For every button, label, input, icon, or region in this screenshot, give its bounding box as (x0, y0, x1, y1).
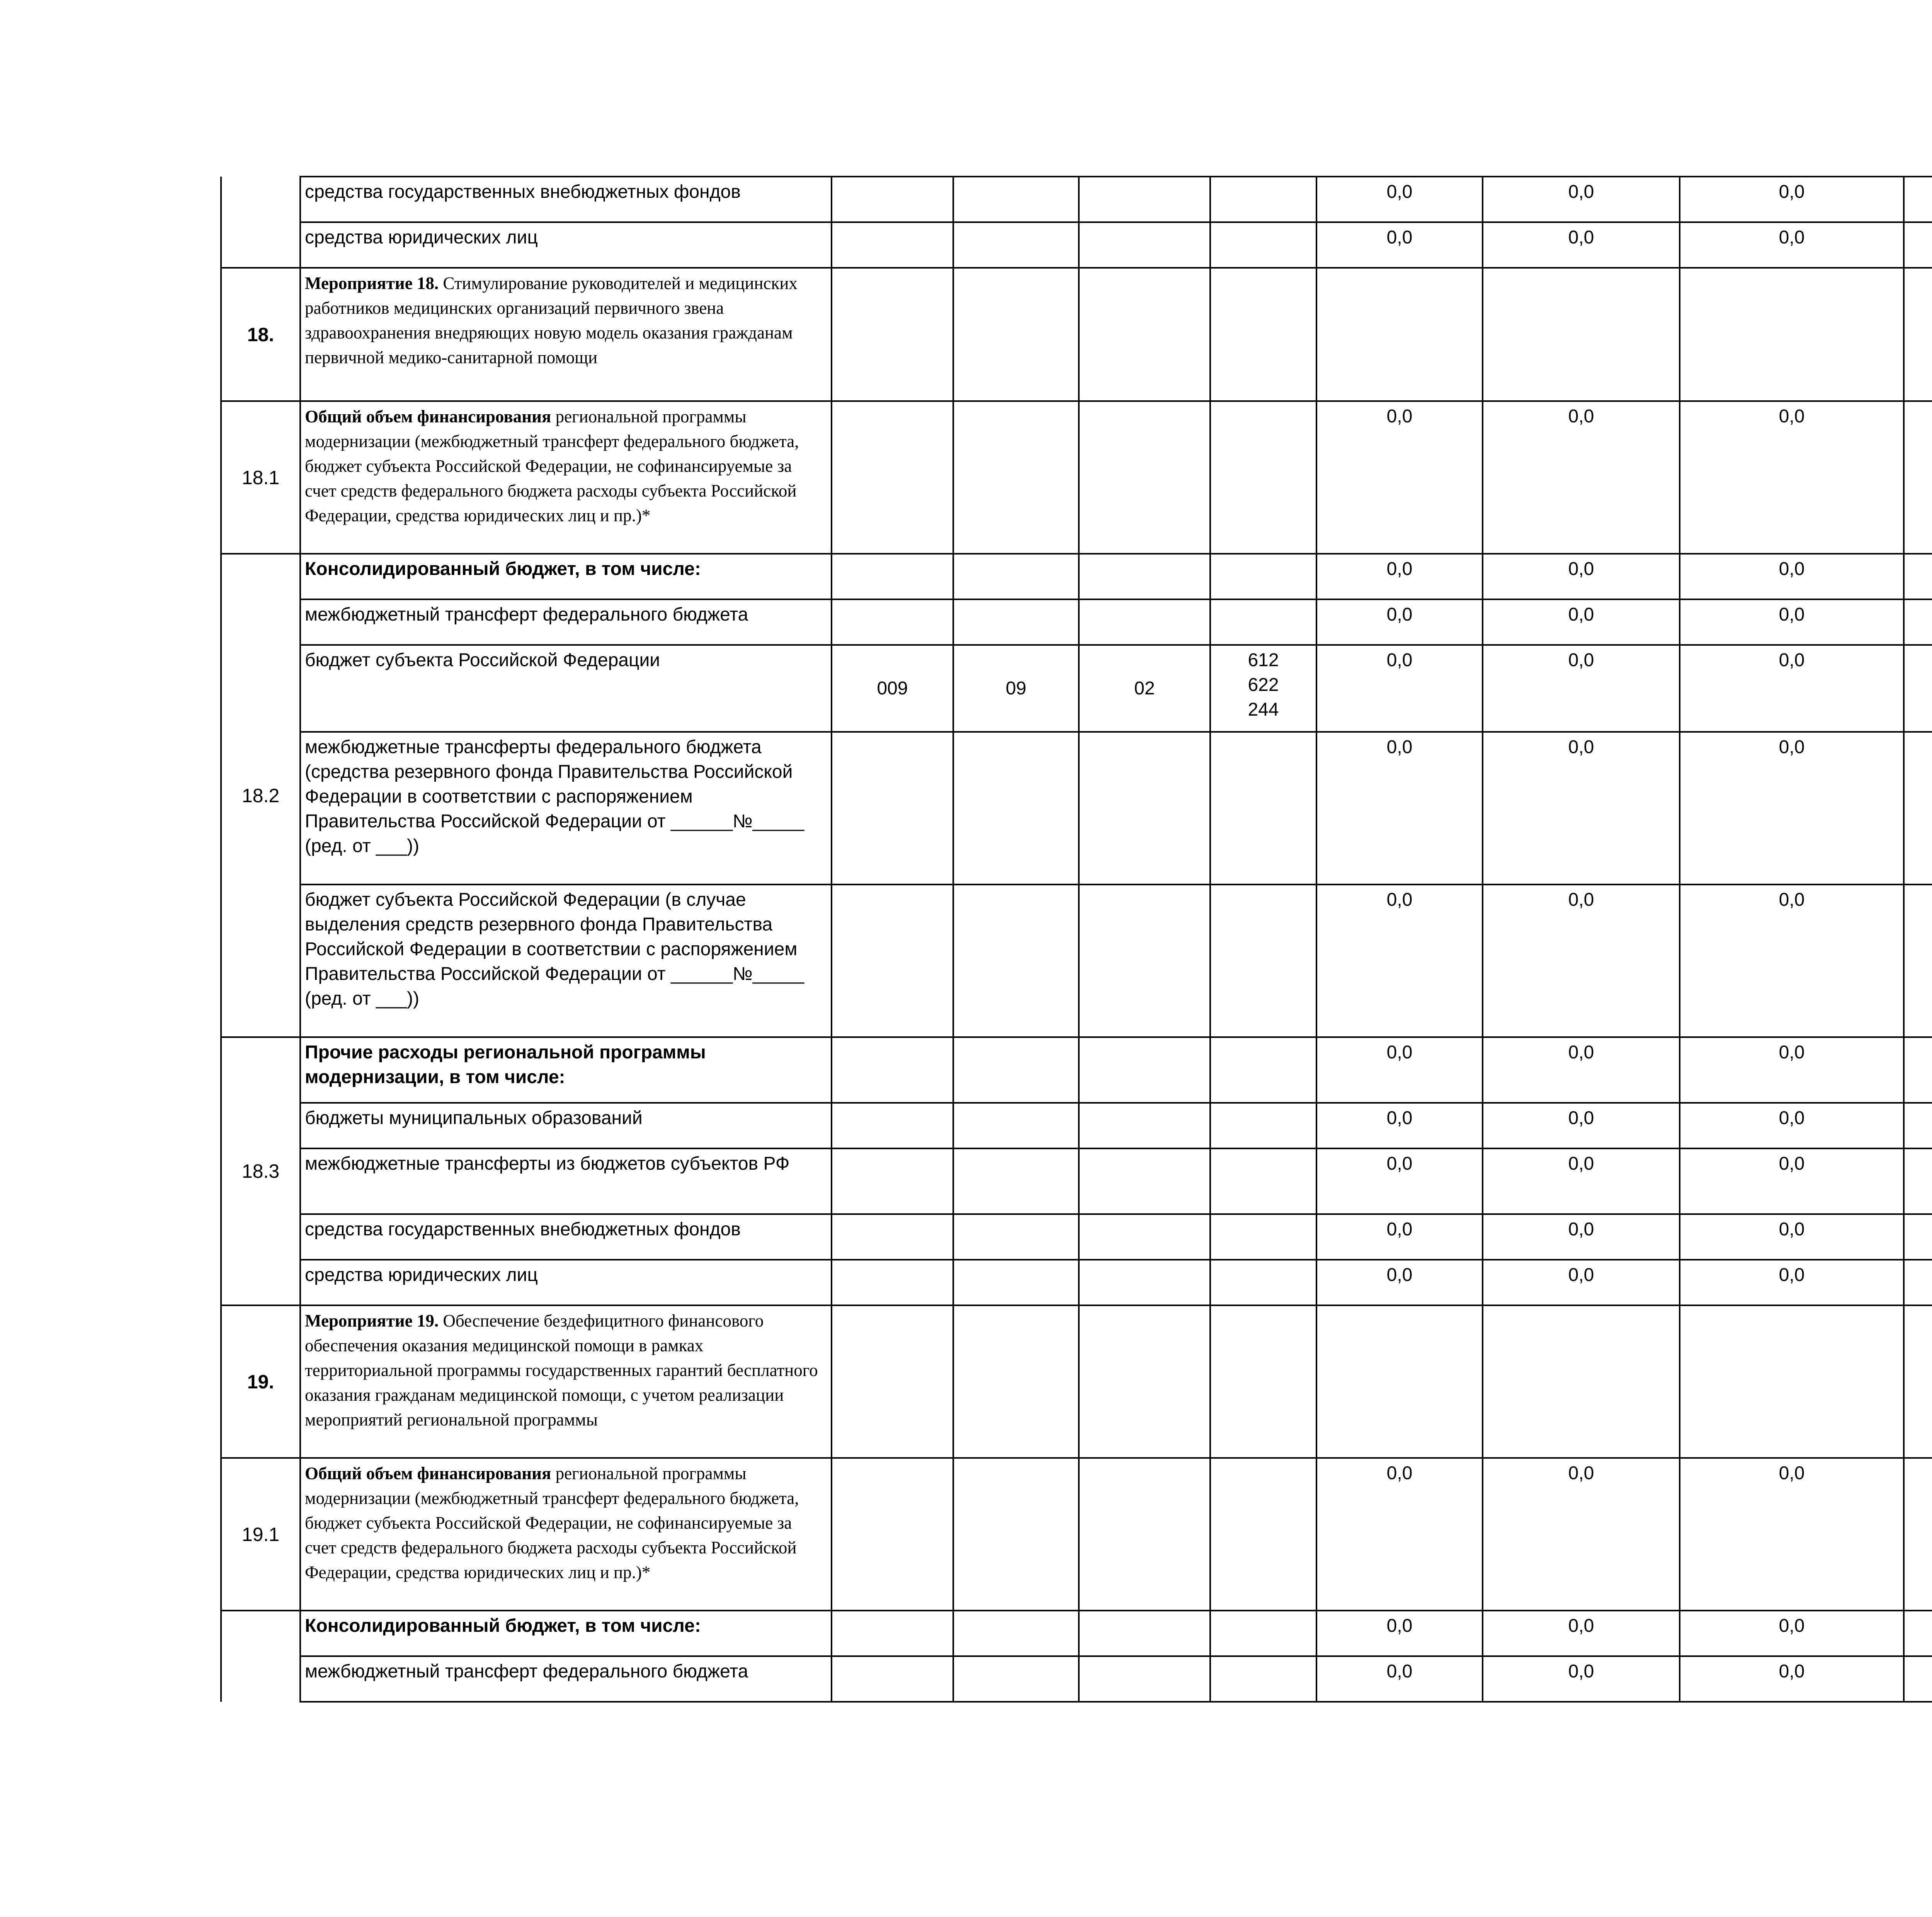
code-cell: 09 (953, 645, 1079, 732)
code-cell (832, 177, 953, 222)
value-cell: 0,0 (1680, 401, 1904, 554)
value-cell: 0,0 (1680, 177, 1904, 222)
value-cell: 0,0 (1483, 1458, 1680, 1611)
code-cell (953, 1656, 1079, 1702)
table-row (221, 885, 1932, 1037)
event-text: Обеспечение бездефицитного финансового обеспечения оказания медицинской помощи в рамках территориальной программы государственных гарантий бесплатного оказания гражданам медицинской помощи, с учетом реализации мероприятий региональной программы (305, 1311, 818, 1429)
code-cell (953, 401, 1079, 554)
row-description: Консолидированный бюджет, в том числе: (300, 554, 832, 599)
value-cell: 0,0 (1316, 1260, 1483, 1305)
table-row (221, 222, 1932, 268)
code-cell (1079, 1656, 1210, 1702)
row-description: Прочие расходы региональной программы модернизации, в том числе: (300, 1037, 832, 1103)
code-cell (1079, 1260, 1210, 1305)
code-value: 244 (1248, 699, 1279, 720)
value-cell: 0,0 (1680, 1103, 1904, 1148)
value-cell (1904, 1214, 1932, 1260)
table-row (221, 1458, 1932, 1611)
value-cell (1680, 268, 1904, 401)
code-cell (832, 222, 953, 268)
code-cell (1210, 1148, 1316, 1214)
value-cell (1904, 1148, 1932, 1214)
code-cell: 009 (832, 645, 953, 732)
value-cell: 0,0 (1680, 222, 1904, 268)
value-cell: 0,0 (1680, 1148, 1904, 1214)
code-cell (1210, 1214, 1316, 1260)
code-cell (832, 1214, 953, 1260)
value-cell: 0,0 (1483, 885, 1680, 1037)
value-cell: 0,0 (1483, 177, 1680, 222)
row-description: межбюджетный трансферт федерального бюджета (300, 1656, 832, 1702)
code-cell (1079, 1214, 1210, 1260)
row-description: межбюджетные трансферты из бюджетов субъектов РФ (300, 1148, 832, 1214)
code-cell (832, 1458, 953, 1611)
value-cell: 0,0 (1316, 1103, 1483, 1148)
value-cell: 0,0 (1483, 1037, 1680, 1103)
code-cell (1079, 177, 1210, 222)
value-cell (1904, 177, 1932, 222)
value-cell: 0,0 (1316, 222, 1483, 268)
value-cell: 0,0 (1316, 1148, 1483, 1214)
value-cell: 0,0 (1316, 1656, 1483, 1702)
value-cell: 0,0 (1483, 1214, 1680, 1260)
code-cell: 02 (1079, 645, 1210, 732)
value-cell (1904, 268, 1932, 401)
code-cell (1079, 1148, 1210, 1214)
code-cell (953, 268, 1079, 401)
table-row (221, 1103, 1932, 1148)
code-cell (953, 885, 1079, 1037)
code-cell (1210, 1458, 1316, 1611)
value-cell (1904, 401, 1932, 554)
code-cell (953, 177, 1079, 222)
code-cell (1079, 401, 1210, 554)
table-row (221, 1214, 1932, 1260)
value-cell: 0,0 (1680, 554, 1904, 599)
funding-title: Общий объем финансирования (305, 407, 551, 426)
code-cell (1210, 222, 1316, 268)
code-cell (1210, 268, 1316, 401)
row-description: средства юридических лиц (300, 222, 832, 268)
value-cell: 0,0 (1680, 1214, 1904, 1260)
value-cell (1904, 1458, 1932, 1611)
row-number-cell: 18.3 (221, 1037, 300, 1305)
table-row (221, 732, 1932, 885)
value-cell: 0,0 (1680, 645, 1904, 732)
code-cell (832, 401, 953, 554)
value-cell: 0,0 (1483, 1260, 1680, 1305)
code-cell (953, 1037, 1079, 1103)
value-cell: 0,0 (1316, 1037, 1483, 1103)
code-cell (832, 268, 953, 401)
table-row (221, 1611, 1932, 1656)
code-cell (832, 1611, 953, 1656)
row-description (300, 401, 832, 554)
row-description: бюджет субъекта Российской Федерации (300, 645, 832, 732)
code-cell (953, 222, 1079, 268)
value-cell: 0,0 (1316, 885, 1483, 1037)
value-cell (1680, 1305, 1904, 1458)
value-cell (1904, 1305, 1932, 1458)
code-cell (832, 1103, 953, 1148)
value-cell: 0,0 (1483, 1611, 1680, 1656)
code-cell (1210, 645, 1316, 732)
value-cell (1316, 268, 1483, 401)
code-cell (832, 1037, 953, 1103)
code-cell (832, 732, 953, 885)
value-cell (1904, 554, 1932, 599)
table-row (221, 268, 1932, 401)
value-cell: 0,0 (1316, 177, 1483, 222)
code-cell (953, 732, 1079, 885)
value-cell: 0,0 (1483, 554, 1680, 599)
code-cell (1210, 1611, 1316, 1656)
code-cell (1079, 599, 1210, 645)
value-cell: 0,0 (1316, 1458, 1483, 1611)
value-cell: 0,0 (1483, 645, 1680, 732)
value-cell: 0,0 (1316, 401, 1483, 554)
code-cell (1079, 885, 1210, 1037)
value-cell: 0,0 (1483, 1148, 1680, 1214)
row-number-cell: 18. (221, 268, 300, 401)
row-number-cell: 19.1 (221, 1458, 300, 1611)
code-cell (1079, 554, 1210, 599)
value-cell (1904, 222, 1932, 268)
code-cell (1210, 1305, 1316, 1458)
value-cell (1904, 885, 1932, 1037)
code-cell (953, 1214, 1079, 1260)
code-cell (953, 554, 1079, 599)
row-description: бюджеты муниципальных образований (300, 1103, 832, 1148)
value-cell (1904, 599, 1932, 645)
row-description (300, 268, 832, 401)
table-row (221, 645, 1932, 732)
code-cell (832, 1656, 953, 1702)
code-cell (1210, 1260, 1316, 1305)
funding-title: Общий объем финансирования (305, 1464, 551, 1483)
value-cell: 0,0 (1483, 599, 1680, 645)
value-cell (1904, 732, 1932, 885)
event-title: Мероприятие 19. (305, 1311, 439, 1330)
code-cell (953, 1458, 1079, 1611)
value-cell: 0,0 (1316, 554, 1483, 599)
code-cell (953, 1260, 1079, 1305)
code-cell (953, 1305, 1079, 1458)
code-cell (1079, 1458, 1210, 1611)
table-row (221, 1260, 1932, 1305)
value-cell (1904, 645, 1932, 732)
row-number-cell (221, 1611, 300, 1702)
code-cell (832, 1260, 953, 1305)
row-description (300, 1458, 832, 1611)
table-row (221, 554, 1932, 599)
value-cell (1483, 1305, 1680, 1458)
budget-table (220, 176, 1932, 1703)
funding-text: региональной программы модернизации (межбюджетный трансферт федерального бюджета, бюджет субъекта Российской Федерации, не софинансируемые за счет средств федерального бюджета расходы субъекта Российской Федерации, средства юридических лиц и пр.)* (305, 407, 799, 525)
value-cell (1904, 1103, 1932, 1148)
code-cell (1079, 732, 1210, 885)
value-cell: 0,0 (1680, 732, 1904, 885)
row-number-cell: 18.1 (221, 401, 300, 554)
code-cell (1210, 401, 1316, 554)
code-cell (1210, 732, 1316, 885)
row-description (300, 1305, 832, 1458)
code-cell (953, 599, 1079, 645)
row-description: средства государственных внебюджетных фондов (300, 1214, 832, 1260)
code-value: 612 (1248, 650, 1279, 670)
code-cell (1210, 1656, 1316, 1702)
value-cell: 0,0 (1680, 1611, 1904, 1656)
value-cell: 0,0 (1316, 1611, 1483, 1656)
code-cell (1079, 1037, 1210, 1103)
row-number-cell: 18.2 (221, 554, 300, 1037)
code-cell (1079, 222, 1210, 268)
code-cell (1210, 885, 1316, 1037)
row-description: межбюджетные трансферты федерального бюджета (средства резервного фонда Правительства Российской Федерации в соответствии с распоряжением Правительства Российской Федерации от ______№_____ (ред. от ___)) (300, 732, 832, 885)
code-cell (953, 1611, 1079, 1656)
table-row (221, 1305, 1932, 1458)
value-cell: 0,0 (1680, 1656, 1904, 1702)
value-cell (1904, 1656, 1932, 1702)
table-row (221, 599, 1932, 645)
row-number-cell: 19. (221, 1305, 300, 1458)
value-cell: 0,0 (1316, 1214, 1483, 1260)
code-cell (1210, 177, 1316, 222)
event-title: Мероприятие 18. (305, 274, 439, 293)
code-cell (1079, 1305, 1210, 1458)
value-cell (1904, 1037, 1932, 1103)
value-cell: 0,0 (1680, 1260, 1904, 1305)
table-row (221, 401, 1932, 554)
row-description: средства юридических лиц (300, 1260, 832, 1305)
code-cell (1079, 1103, 1210, 1148)
value-cell: 0,0 (1680, 1037, 1904, 1103)
value-cell: 0,0 (1483, 1656, 1680, 1702)
row-description: межбюджетный трансферт федерального бюджета (300, 599, 832, 645)
row-number-cell (221, 177, 300, 268)
value-cell (1904, 1260, 1932, 1305)
code-cell (953, 1148, 1079, 1214)
code-cell (1210, 554, 1316, 599)
value-cell: 0,0 (1483, 732, 1680, 885)
value-cell (1316, 1305, 1483, 1458)
row-description: средства государственных внебюджетных фондов (300, 177, 832, 222)
value-cell: 0,0 (1483, 222, 1680, 268)
value-cell (1904, 1611, 1932, 1656)
code-cell (832, 1305, 953, 1458)
code-cell (832, 554, 953, 599)
code-cell (953, 1103, 1079, 1148)
code-cell (1210, 1037, 1316, 1103)
value-cell: 0,0 (1680, 885, 1904, 1037)
value-cell: 0,0 (1680, 599, 1904, 645)
value-cell: 0,0 (1316, 645, 1483, 732)
code-cell (1079, 268, 1210, 401)
value-cell: 0,0 (1680, 1458, 1904, 1611)
code-cell (1210, 599, 1316, 645)
event-text: Стимулирование руководителей и медицинских работников медицинских организаций первичного звена здравоохранения внедряющих новую модель оказания гражданам первичной медико-санитарной помощи (305, 274, 798, 367)
value-cell: 0,0 (1316, 732, 1483, 885)
row-description: бюджет субъекта Российской Федерации (в случае выделения средств резервного фонда Правительства Российской Федерации в соответствии с распоряжением Правительства Российской Федерации от ______№_____ (ред. от ___)) (300, 885, 832, 1037)
table-row (221, 177, 1932, 222)
value-cell (1483, 268, 1680, 401)
row-description: Консолидированный бюджет, в том числе: (300, 1611, 832, 1656)
value-cell: 0,0 (1483, 1103, 1680, 1148)
table-row (221, 1656, 1932, 1702)
code-cell (832, 1148, 953, 1214)
code-cell (1210, 1103, 1316, 1148)
table-row (221, 1037, 1932, 1103)
table-row (221, 1148, 1932, 1214)
value-cell: 0,0 (1483, 401, 1680, 554)
funding-text: региональной программы модернизации (межбюджетный трансферт федерального бюджета, бюджет субъекта Российской Федерации, не софинансируемые за счет средств федерального бюджета расходы субъекта Российской Федерации, средства юридических лиц и пр.)* (305, 1464, 799, 1582)
code-cell (832, 885, 953, 1037)
code-value: 622 (1248, 675, 1279, 695)
value-cell: 0,0 (1316, 599, 1483, 645)
code-cell (832, 599, 953, 645)
code-cell (1079, 1611, 1210, 1656)
